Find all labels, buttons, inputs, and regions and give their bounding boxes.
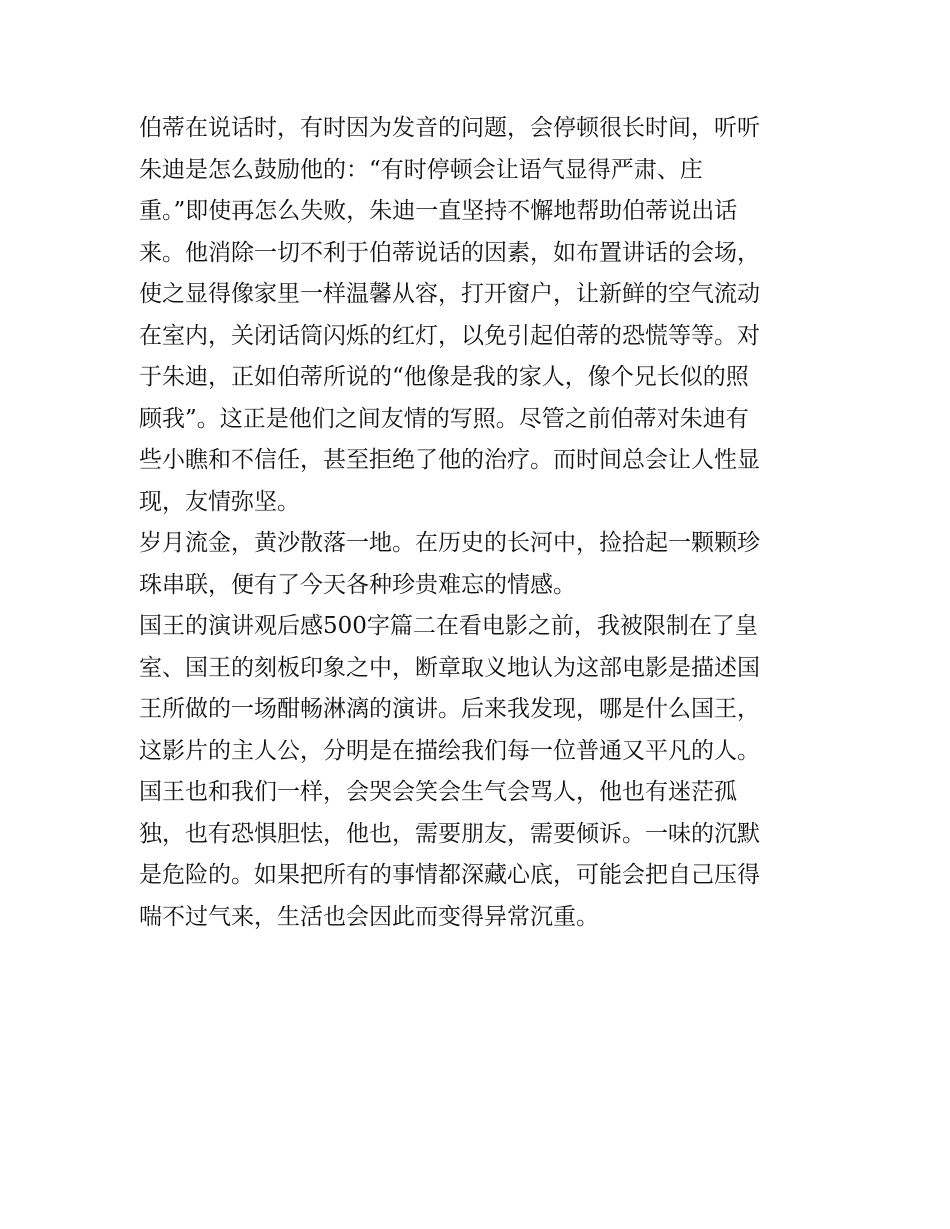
body-text xyxy=(139,108,819,938)
text-line: 伯蒂在说话时，有时因为发音的问题，会停顿很长时间，听听 xyxy=(139,115,760,141)
text-line: 于朱迪，正如伯蒂所说的“他像是我的家人，像个兄长似的照 xyxy=(139,364,749,390)
text-line: 些小瞧和不信任，甚至拒绝了他的治疗。而时间总会让人性显 xyxy=(139,447,760,473)
text-line: 顾我”。这正是他们之间友情的写照。尽管之前伯蒂对朱迪有 xyxy=(139,405,749,432)
text-line: 现，友情弥坚。 xyxy=(139,488,300,515)
text-line: 喘不过气来，生活也会因此而变得异常沉重。 xyxy=(139,903,599,930)
text-line: 室、国王的刻板印象之中，断章取义地认为这部电影是描述国 xyxy=(139,654,760,681)
text-line: 朱迪是怎么鼓励他的：“有时停顿会让语气显得严肃、庄 xyxy=(139,156,703,183)
text-line: 这影片的主人公，分明是在描绘我们每一位普通又平凡的人。 xyxy=(139,737,760,764)
text-line: 王所做的一场酣畅淋漓的演讲。后来我发现，哪是什么国王， xyxy=(139,696,760,722)
text-line: 国王的演讲观后感500字篇二在看电影之前，我被限制在了皇 xyxy=(139,613,758,639)
text-line: 珠串联，便有了今天各种珍贵难忘的情感。 xyxy=(139,571,576,598)
text-line: 是危险的。如果把所有的事情都深藏心底，可能会把自己压得 xyxy=(139,862,760,888)
text-line: 来。他消除一切不利于伯蒂说话的因素，如布置讲话的会场， xyxy=(139,239,760,266)
text-line: 在室内，关闭话筒闪烁的红灯，以免引起伯蒂的恐慌等等。对 xyxy=(139,322,760,349)
text-line: 使之显得像家里一样温馨从容，打开窗户，让新鲜的空气流动 xyxy=(139,281,760,307)
text-line: 重。”即使再怎么失败，朱迪一直坚持不懈地帮助伯蒂说出话 xyxy=(139,198,738,224)
text-line: 岁月流金，黄沙散落一地。在历史的长河中，捡拾起一颗颗珍 xyxy=(139,530,760,556)
text-line: 国王也和我们一样，会哭会笑会生气会骂人，他也有迷茫孤 xyxy=(139,779,737,805)
text-line: 独，也有恐惧胆怯，他也，需要朋友，需要倾诉。一味的沉默 xyxy=(139,820,760,847)
